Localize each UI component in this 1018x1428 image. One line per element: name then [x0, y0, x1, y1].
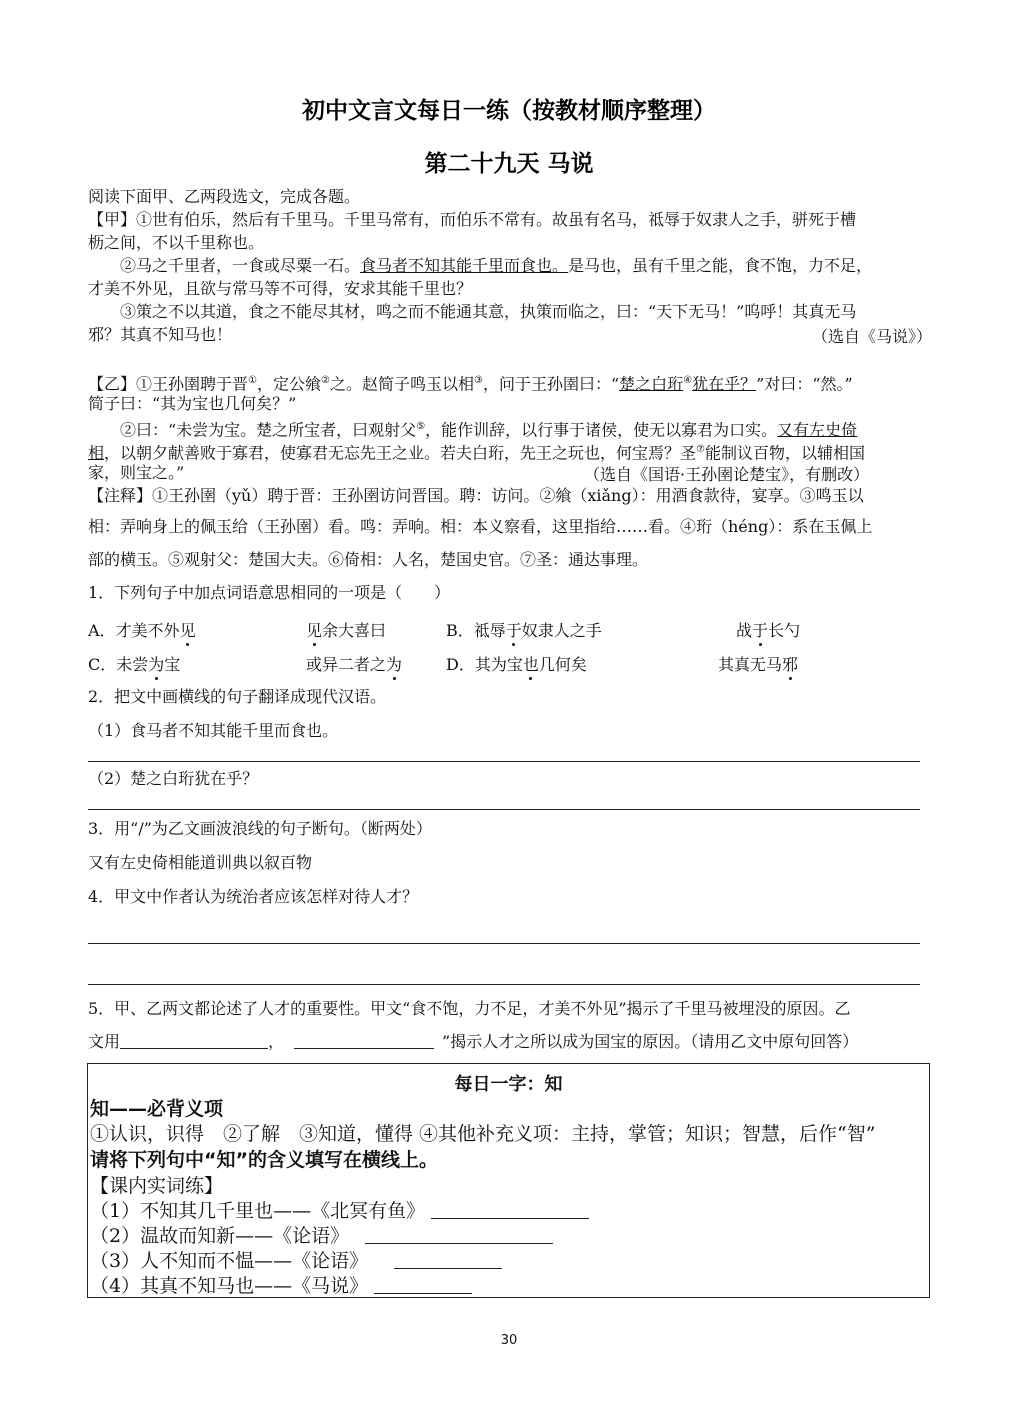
yi-source: （选自《国语·王孙圉论楚宝》，有删改） [584, 465, 870, 484]
dotted-word: 见 [179, 621, 196, 640]
daily-word-box [87, 1063, 930, 1298]
fill-blank[interactable] [431, 1202, 589, 1219]
note-mark: ② [321, 375, 330, 386]
question-1: 1．下列句子中加点词语意思相同的一项是（ ） [88, 583, 451, 602]
option-text: 宝 [164, 655, 181, 674]
dotted-word: 为 [386, 655, 403, 674]
jia-p3-line2: 邪？其真不知马也！ [88, 325, 233, 344]
yi-text: ，问于王孙圉曰：“ [482, 374, 620, 394]
daily-word-section: 【课内实词练】 [90, 1175, 224, 1197]
option-a-left [88, 618, 196, 641]
page-title: 初中文言文每日一练（按教材顺序整理） [302, 98, 716, 124]
daily-word-instruction: 请将下列句中“知”的含义填写在横线上。 [90, 1149, 438, 1171]
underlined-sentence-2: 楚之白珩 [619, 374, 684, 394]
answer-line[interactable] [88, 943, 920, 944]
option-text: 其真无马 [718, 655, 783, 674]
q5-text: ， [268, 1032, 285, 1051]
dotted-word: 于 [505, 621, 522, 640]
q5-text: ”揭示人才之所以成为国宝的原因。（请用乙文中原句回答） [442, 1032, 859, 1051]
notes-line3: 部的横玉。⑤观射父：楚国大夫。⑥倚相：人名，楚国史官。⑦圣：通达事理。 [88, 550, 649, 569]
yi-text: 【乙】①王孙圉聘于晋 [88, 374, 249, 394]
yi-text: ②曰：“未尝为宝。楚之所宝者，曰观射父 [120, 420, 417, 440]
yi-line1 [88, 370, 853, 395]
question-5-line1: 5．甲、乙两文都论述了人才的重要性。甲文“食不饱，力不足，才美不外见”揭示了千里马被埋没的原因。乙 [88, 999, 851, 1018]
fill-blank[interactable] [120, 1032, 268, 1049]
option-text: D．其为宝 [446, 655, 523, 674]
option-text: 余大喜曰 [322, 621, 387, 640]
intro-text: 阅读下面甲、乙两段选文，完成各题。 [88, 187, 361, 206]
wavy-sentence: 又有左史倚 [777, 420, 858, 440]
dotted-word: 邪 [782, 655, 799, 674]
option-text: A．才美不外 [88, 621, 180, 640]
yi-text: ，定公飨 [256, 374, 321, 394]
option-text: 奴隶人之手 [521, 621, 602, 640]
yi-text: 能制议百物，以辅相国 [705, 443, 866, 463]
fill-blank[interactable] [294, 1032, 434, 1049]
daily-word-item-4 [90, 1271, 472, 1298]
jia-source: （选自《马说》） [812, 327, 933, 346]
note-mark: ③ [473, 375, 483, 386]
jia-p3-line1: ③策之不以其道，食之不能尽其材，鸣之而不能通其意，执策而临之，曰：“天下无马！”呜呼！其真无马 [120, 302, 857, 321]
dotted-word: 为 [148, 655, 165, 674]
dotted-word: 见 [306, 621, 323, 640]
option-text: C．未尝 [88, 655, 149, 674]
jia-p2-line1 [120, 255, 872, 277]
item-text: （3）人不知而不愠——《论语》 [90, 1250, 369, 1272]
underlined-sentence-1: 食马者不知其能千里而食也。 [360, 256, 569, 275]
jia-p1-line1: 【甲】①世有伯乐，然后有千里马。千里马常有，而伯乐不常有。故虽有名马，祗辱于奴隶人之手，骈死于槽 [88, 210, 857, 229]
option-c-right [306, 652, 402, 675]
item-text: （1）不知其几千里也——《北冥有鱼》 [90, 1200, 426, 1222]
question-3: 3．用“/”为乙文画波浪线的句子断句。（断两处） [88, 819, 432, 838]
jia-p1-line2: 枥之间，不以千里称也。 [88, 233, 265, 252]
question-4: 4．甲文中作者认为统治者应该怎样对待人才？ [88, 887, 419, 906]
jia-p2-text: ②马之千里者，一食或尽粟一石。 [120, 256, 361, 275]
yi-text: ”对曰：“然。” [756, 374, 853, 394]
question-3-sentence: 又有左史倚相能道训典以叙百物 [88, 853, 313, 872]
yi-text: ，能作训辞，以行事于诸侯，使无以寡君为口实。 [425, 420, 778, 440]
notes-line1: 【注释】①王孙圉（yǔ）聘于晋：王孙圉访问晋国。聘：访问。②飨（xiǎng）：用酒食款待，宴享。③鸣玉以 [88, 486, 864, 505]
question-5-line2 [88, 1031, 858, 1053]
wavy-sentence-cont: 相 [88, 443, 105, 463]
yi-line4 [88, 439, 865, 464]
daily-word-item-3 [90, 1246, 502, 1273]
note-mark: ⑤ [416, 421, 426, 432]
item-text: （2）温故而知新——《论语》 [90, 1225, 350, 1247]
question-2: 2．把文中画横线的句子翻译成现代汉语。 [88, 687, 387, 706]
note-mark: ⑦ [696, 444, 705, 455]
fill-blank[interactable] [365, 1227, 553, 1244]
option-text: 几何矣 [538, 655, 587, 674]
option-d-right [718, 652, 798, 675]
underlined-sentence-2-cont: 犹在乎？ [692, 374, 757, 394]
dotted-word: 也 [522, 655, 539, 674]
option-text: 长勺 [768, 621, 801, 640]
jia-p2-line2: 才美不外见，且欲与常马等不可得，安求其能千里也？ [88, 279, 473, 298]
question-2-item-1: （1）食马者不知其能千里而食也。 [88, 721, 339, 740]
fill-blank[interactable] [394, 1252, 502, 1269]
page-number: 30 [500, 1333, 518, 1348]
note-mark: ① [248, 375, 257, 386]
notes-line2: 相：弄响身上的佩玉给（王孙圉）看。鸣：弄响。相：本义察看，这里指给……看。④珩（héng）：系在玉佩上 [88, 517, 873, 536]
daily-word-heading: 知——必背义项 [90, 1098, 224, 1120]
yi-line2: 简子曰：“其为宝也几何矣？” [88, 394, 297, 413]
question-2-item-2: （2）楚之白珩犹在乎？ [88, 769, 259, 788]
daily-word-meanings: ①认识，识得 ②了解 ③知道，懂得 ④其他补充义项：主持，掌管；知识；智慧，后作“智” [90, 1123, 876, 1145]
option-b-left [446, 618, 602, 641]
fill-blank[interactable] [374, 1277, 472, 1294]
option-text: 战 [736, 621, 753, 640]
option-text: B．祗辱 [446, 621, 506, 640]
option-c-left [88, 652, 180, 675]
item-text: （4）其真不知马也——《马说》 [90, 1275, 369, 1297]
answer-line[interactable] [88, 761, 920, 762]
answer-line[interactable] [88, 809, 920, 810]
option-b-right [736, 618, 800, 641]
q5-text: 文用 [88, 1032, 121, 1051]
lesson-title: 第二十九天 马说 [424, 151, 594, 177]
option-text: 或异二者之 [306, 655, 387, 674]
answer-line[interactable] [88, 984, 920, 985]
yi-text: 之。赵简子鸣玉以相 [329, 374, 474, 394]
yi-line3 [120, 416, 857, 441]
note-mark: ④ [683, 375, 693, 386]
daily-word-title: 每日一字：知 [454, 1074, 563, 1095]
daily-word-item-2 [90, 1221, 553, 1248]
daily-word-item-1 [90, 1196, 589, 1223]
dotted-word: 于 [752, 621, 769, 640]
option-d-left [446, 652, 587, 675]
yi-line5: 家，则宝之。” [88, 463, 185, 482]
option-a-right [306, 618, 386, 641]
jia-p2-text-cont: 是马也，虽有千里之能，食不饱，力不足， [568, 256, 873, 275]
yi-text: ，以朝夕献善败于寡君，使寡君无忘先王之业。若夫白珩，先王之玩也，何宝焉？圣 [104, 443, 697, 463]
